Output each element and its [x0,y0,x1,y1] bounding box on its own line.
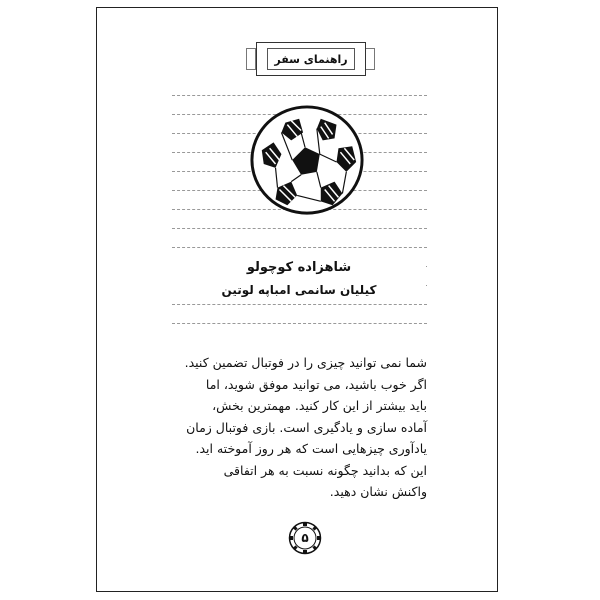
header-label: راهنمای سفر [267,48,355,70]
paragraph-line: اگر خوب باشید، می توانید موفق شوید، اما [205,376,427,392]
paragraph-line: شما نمی توانید چیزی را در فوتبال تضمین کنید. [184,355,427,370]
paragraph-line: واکنش نشان دهید. [329,484,427,499]
paragraph-line: یادآوری چیزهایی است که هر روز آموخته اید. [195,441,427,456]
book-title: شاهزاده کوچولو [246,260,352,275]
writing-line [172,304,427,305]
book-title-block [172,256,426,301]
soccer-ball-icon [248,103,366,221]
page-number: ۵ [301,531,309,545]
paragraph-line: آماده سازی و یادگیری است. بازی فوتبال زمان [186,419,427,435]
writing-line [172,95,427,96]
quote-paragraph [172,352,427,503]
page-number-badge [288,521,322,555]
paragraph-line: باید بیشتر از این کار کنید. مهمترین بخش، [212,398,427,413]
writing-line [172,228,427,229]
header-right-ornament [365,48,375,70]
header-label-box [256,42,366,76]
writing-line [172,247,427,248]
paragraph-line: این که بدانید چگونه نسبت به هر اتفاقی [223,462,427,478]
writing-line [172,323,427,324]
header-left-ornament [246,48,256,70]
book-author: کیلیان سانمی امباپه لوتین [221,283,377,297]
